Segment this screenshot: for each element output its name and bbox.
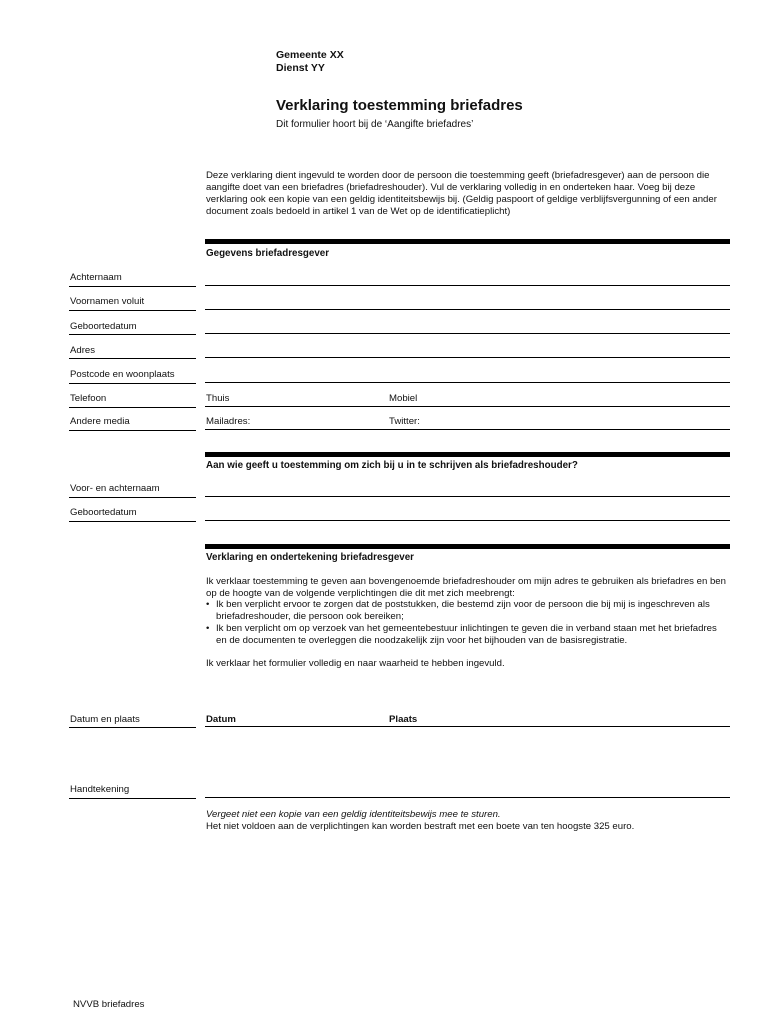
adres-field[interactable] <box>205 357 730 358</box>
declaration-confirmation: Ik verklaar het formulier volledig en naar waarheid te hebben ingevuld. <box>206 658 505 670</box>
document-title: Verklaring toestemming briefadres <box>276 97 523 114</box>
label-adres: Adres <box>70 345 96 356</box>
section-divider <box>205 239 730 244</box>
handtekening-field[interactable] <box>205 797 730 798</box>
label-underline <box>69 334 196 335</box>
voornamen-field[interactable] <box>205 309 730 310</box>
obligations-list <box>206 599 728 646</box>
achternaam-field[interactable] <box>205 285 730 286</box>
obligation-item: • Ik ben verplicht om op verzoek van het gemeentebestuur inlichtingen te geven die in verband staan met het briefadres en de documenten te overleggen die noodzakelijk zijn voor het bijhouden van de basisregistratie. <box>206 623 728 646</box>
section-divider <box>205 452 730 457</box>
postcode-field[interactable] <box>205 382 730 383</box>
label-underline <box>69 798 196 799</box>
plaats-label: Plaats <box>389 714 418 725</box>
label-underline <box>69 521 196 522</box>
label-underline <box>69 430 196 431</box>
label-underline <box>69 727 196 728</box>
department-name: Dienst YY <box>276 62 325 74</box>
label-datum-plaats: Datum en plaats <box>70 714 140 725</box>
geboortedatum-field[interactable] <box>205 333 730 334</box>
declaration-text <box>206 576 728 670</box>
intro-text: Deze verklaring dient ingevuld te worden door de persoon die toestemming geeft (briefadresgever) aan de persoon die aangifte doet van een briefadres (briefadreshouder). Vul de verklaring volledig in en onderteken haar. Voeg bij deze verklaring ook een kopie van een geldig identiteitsbewijs bij. (Geldig paspoort of geldige verblijfsvergunning of een ander document zoals bedoeld in artikel 1 van de Wet op de identificatieplicht) <box>206 170 717 217</box>
label-voor-achternaam: Voor- en achternaam <box>70 483 160 494</box>
footer-text: NVVB briefadres <box>73 999 145 1010</box>
label-achternaam: Achternaam <box>70 272 122 283</box>
label-underline <box>69 383 196 384</box>
label-underline <box>69 310 196 311</box>
section-heading-briefadreshouder: Aan wie geeft u toestemming om zich bij u in te schrijven als briefadreshouder? <box>206 460 578 471</box>
datum-plaats-field[interactable] <box>205 726 730 727</box>
penalty-note: Het niet voldoen aan de verplichtingen kan worden bestraft met een boete van ten hoogste 325 euro. <box>206 821 635 832</box>
organization-name: Gemeente XX <box>276 49 344 61</box>
label-underline <box>69 358 196 359</box>
section-heading-verklaring: Verklaring en ondertekening briefadresgever <box>206 552 414 563</box>
label-underline <box>69 286 196 287</box>
document-subtitle: Dit formulier hoort bij de ‘Aangifte briefadres’ <box>276 119 474 130</box>
label-houder-geboortedatum: Geboortedatum <box>70 507 137 518</box>
telefoon-field[interactable] <box>205 406 730 407</box>
label-handtekening: Handtekening <box>70 784 130 795</box>
label-underline <box>69 497 196 498</box>
thuis-label: Thuis <box>206 393 230 404</box>
mailadres-label: Mailadres: <box>206 416 251 427</box>
label-underline <box>69 407 196 408</box>
houder-naam-field[interactable] <box>205 496 730 497</box>
section-divider <box>205 544 730 549</box>
label-telefoon: Telefoon <box>70 393 107 404</box>
datum-label: Datum <box>206 714 236 725</box>
label-geboortedatum: Geboortedatum <box>70 321 137 332</box>
reminder-note: Vergeet niet een kopie van een geldig identiteitsbewijs mee te sturen. <box>206 809 501 820</box>
section-heading-briefadresgever: Gegevens briefadresgever <box>206 248 330 259</box>
label-andere-media: Andere media <box>70 416 130 427</box>
houder-geboortedatum-field[interactable] <box>205 520 730 521</box>
andere-media-field[interactable] <box>205 429 730 430</box>
label-voornamen: Voornamen voluit <box>70 296 145 307</box>
obligation-item: • Ik ben verplicht ervoor te zorgen dat de poststukken, die bestemd zijn voor de persoon die bij mij is ingeschreven als briefadreshouder, die persoon ook bereiken; <box>206 599 728 622</box>
twitter-label: Twitter: <box>389 416 420 427</box>
mobiel-label: Mobiel <box>389 393 418 404</box>
declaration-paragraph: Ik verklaar toestemming te geven aan bovengenoemde briefadreshouder om mijn adres te gebruiken als briefadres en ben op de hoogte van de volgende verplichtingen die dit met zich meebrengt: <box>206 576 726 599</box>
label-postcode: Postcode en woonplaats <box>70 369 175 380</box>
